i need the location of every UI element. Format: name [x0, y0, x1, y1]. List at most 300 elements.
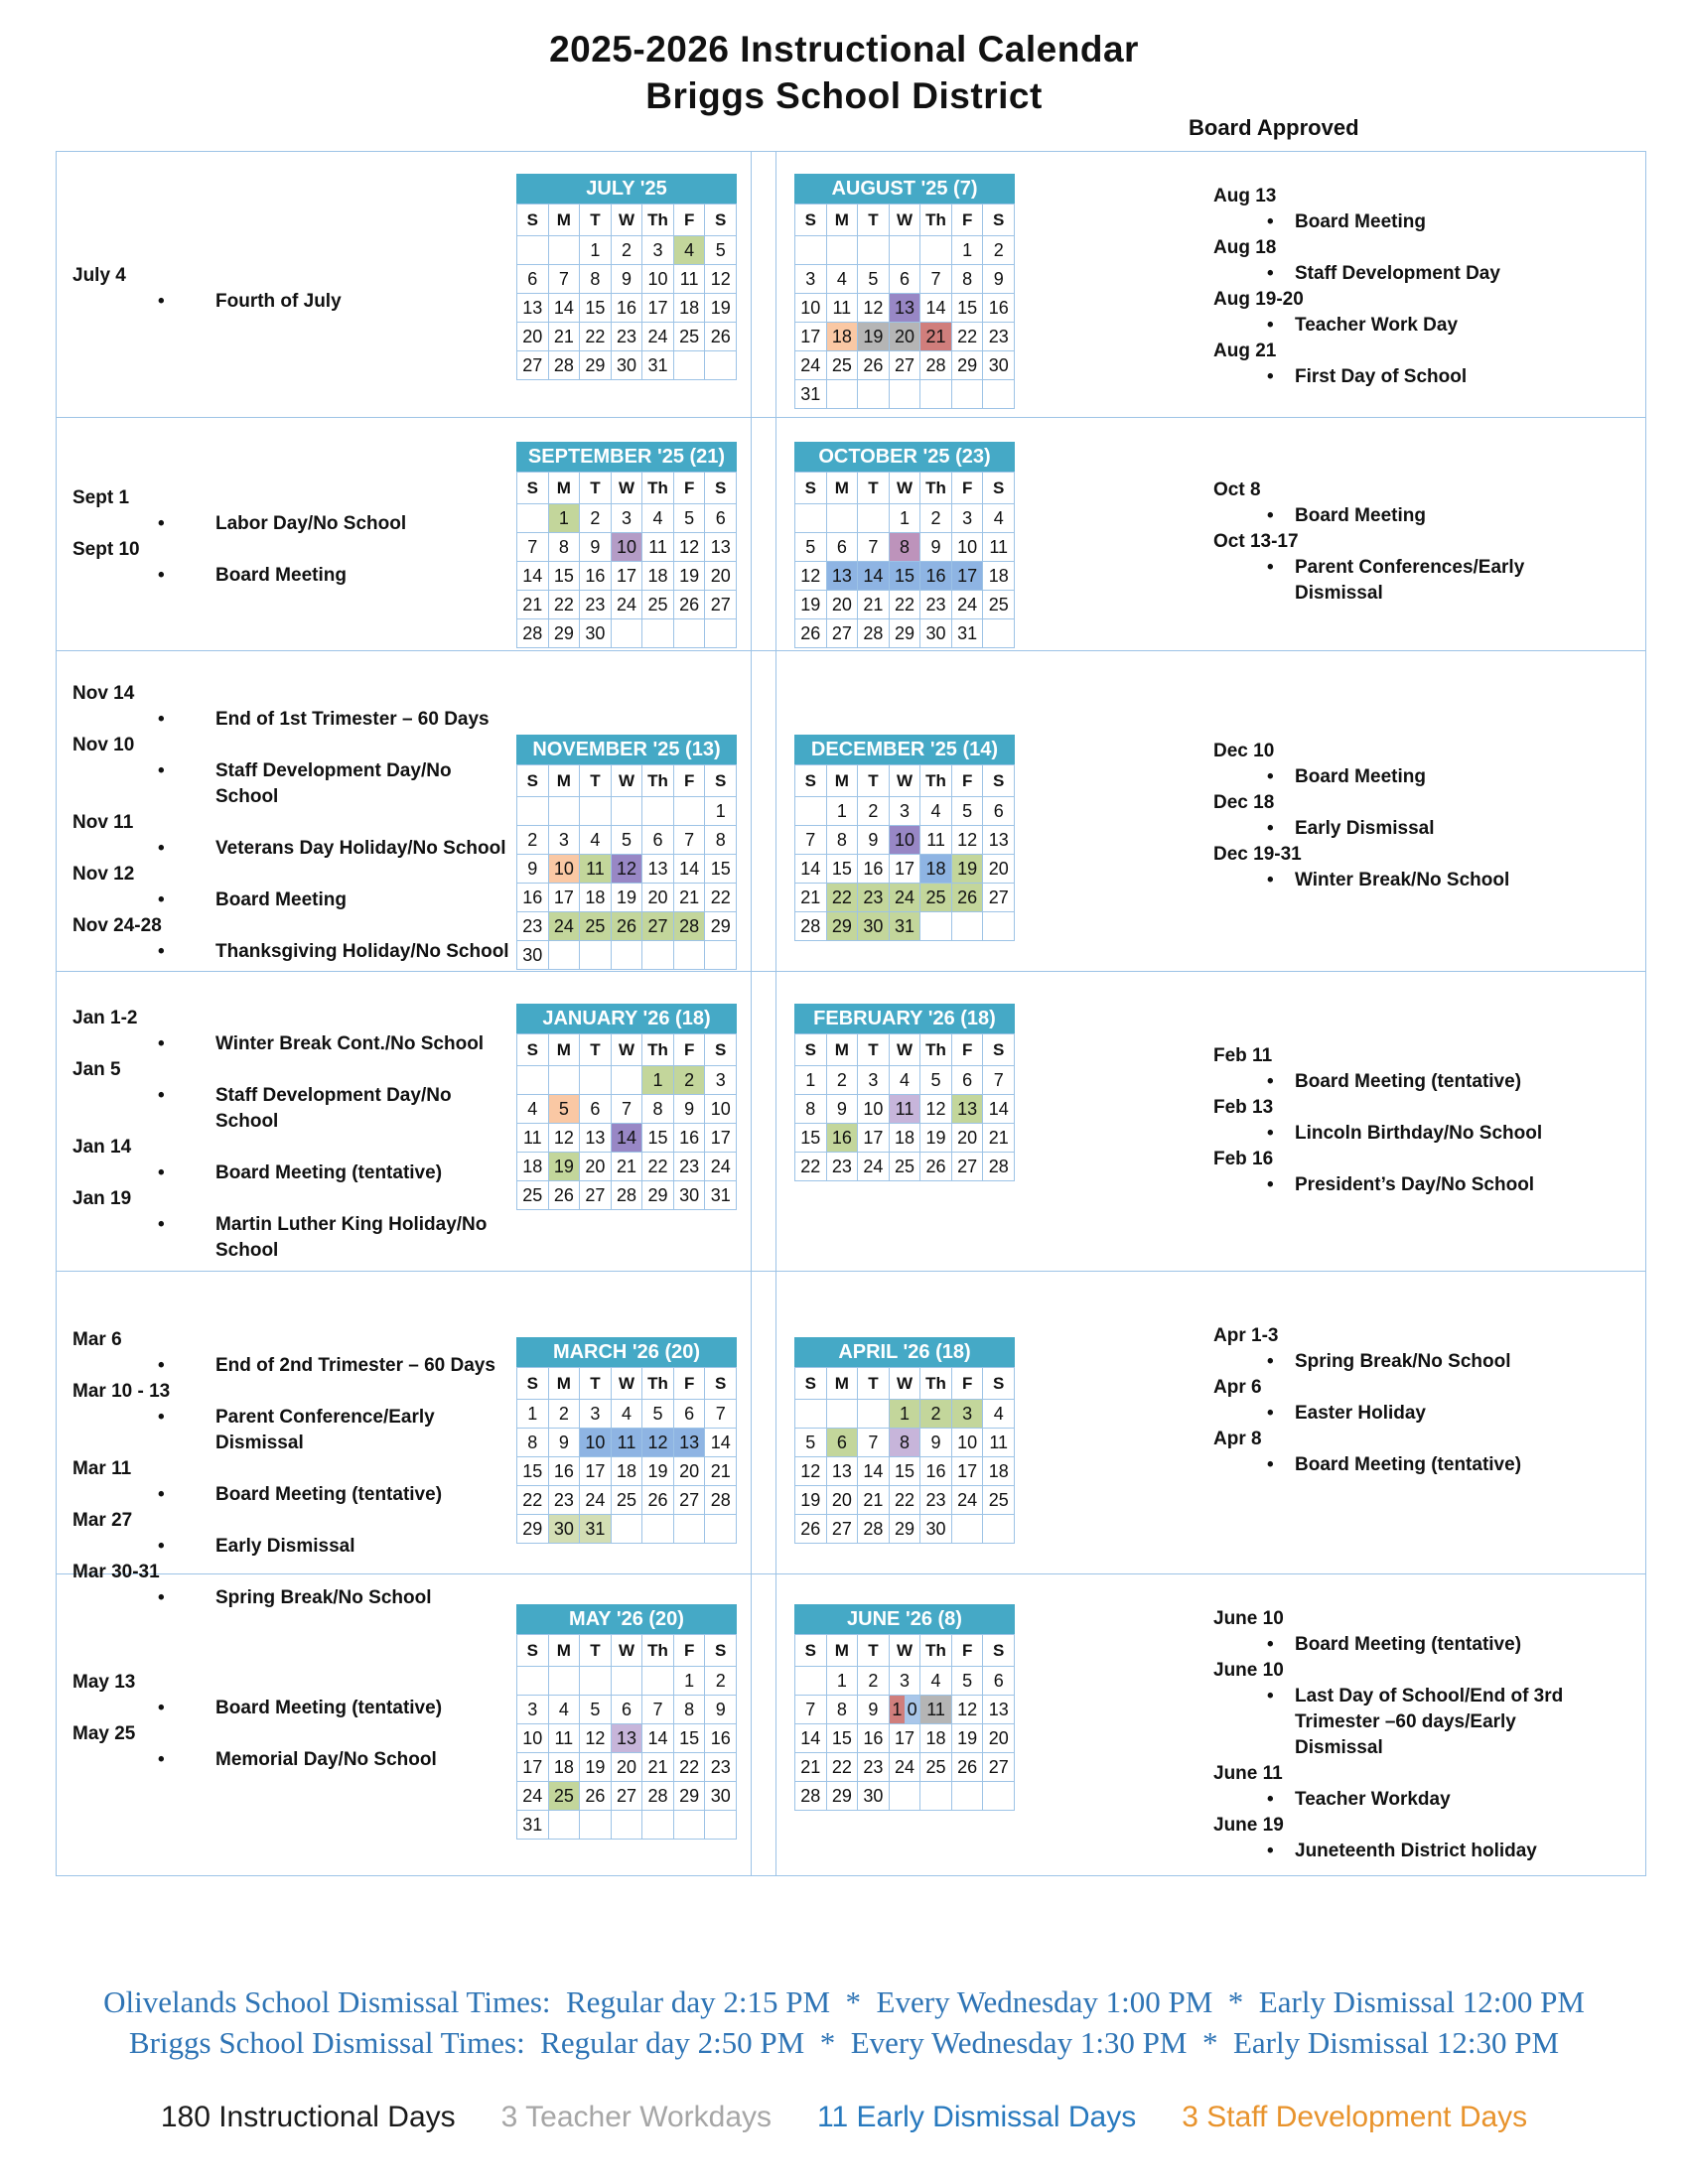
note-item-text: Board Meeting: [215, 565, 347, 586]
calendar-slot-january: [516, 972, 737, 1271]
day-cell: 23: [858, 1753, 890, 1782]
day-cell: 12: [795, 1457, 827, 1486]
right-half: [775, 418, 1645, 650]
day-cell: 14: [517, 562, 549, 591]
right-half: [775, 1272, 1645, 1573]
day-cell: 8: [705, 826, 737, 855]
day-cell: 22: [705, 884, 737, 912]
note-item-text: Staff Development Day: [1295, 263, 1500, 284]
weekday-cell: S: [517, 205, 549, 236]
day-cell: 23: [920, 1486, 952, 1515]
day-cell: 22: [642, 1153, 674, 1181]
day-cell: 22: [580, 323, 612, 351]
note-entry: [1213, 1095, 1645, 1147]
note-date-label: Apr 8: [1213, 1429, 1262, 1449]
day-cell: 21: [795, 1753, 827, 1782]
day-cell: 28: [642, 1782, 674, 1811]
day-cell: 29: [890, 619, 921, 648]
day-cell: 28: [674, 912, 706, 941]
empty-day-cell: [983, 1782, 1015, 1811]
calendar-slot-july: [516, 152, 737, 417]
month-grid: [516, 1367, 737, 1544]
day-cell: 8: [642, 1095, 674, 1124]
bullet-icon: •: [158, 565, 165, 586]
calendar-slot-october: [794, 418, 1015, 650]
day-cell: 22: [795, 1153, 827, 1181]
day-cell: 5: [612, 826, 643, 855]
weekday-cell: S: [705, 1635, 737, 1667]
note-item-text: Winter Break Cont./No School: [215, 1033, 485, 1054]
bullet-icon: •: [1267, 366, 1274, 387]
note-entry: [72, 681, 516, 733]
day-cell: 28: [858, 1515, 890, 1544]
day-cell: 24: [795, 351, 827, 380]
day-cell: 10: [795, 294, 827, 323]
month-calendar: [516, 1337, 737, 1544]
note-item-text: Board Meeting (tentative): [1295, 1071, 1522, 1092]
day-cell: 14: [983, 1095, 1015, 1124]
note-item: [72, 1083, 516, 1135]
month-calendar: [794, 1337, 1015, 1544]
empty-day-cell: [674, 1515, 706, 1544]
day-cell: 11: [983, 1429, 1015, 1457]
empty-day-cell: [549, 1066, 581, 1095]
note-entry: [72, 1006, 516, 1057]
right-half: [775, 1574, 1645, 1875]
month-grid: [516, 1634, 737, 1840]
day-cell: 3: [549, 826, 581, 855]
weekday-cell: M: [549, 205, 581, 236]
day-cell: 5: [858, 265, 890, 294]
weekday-cell: F: [952, 205, 984, 236]
note-entry: [1213, 1606, 1645, 1658]
note-item-text: Easter Holiday: [1295, 1403, 1426, 1424]
day-cell: 31: [890, 912, 921, 941]
day-cell: 24: [890, 884, 921, 912]
day-cell: 1: [890, 504, 921, 533]
gap-column: [752, 972, 775, 1271]
bullet-icon: •: [158, 1162, 165, 1183]
day-cell: 30: [549, 1515, 581, 1544]
day-cell: 27: [983, 884, 1015, 912]
day-cell: 31: [795, 380, 827, 409]
day-cell: 10: [517, 1724, 549, 1753]
weekday-cell: F: [674, 1368, 706, 1400]
bullet-icon: •: [158, 1749, 165, 1770]
page-title: [0, 26, 1688, 119]
left-half: [57, 972, 752, 1271]
day-cell: 17: [890, 1724, 921, 1753]
day-cell: 1: [642, 1066, 674, 1095]
calendar-slot-september: [516, 418, 737, 650]
month-grid: [794, 204, 1015, 409]
day-cell: 24: [858, 1153, 890, 1181]
day-cell: 19: [920, 1124, 952, 1153]
note-entry: [72, 733, 516, 810]
weekday-cell: T: [580, 1635, 612, 1667]
day-cell: 13: [983, 1696, 1015, 1724]
empty-day-cell: [952, 380, 984, 409]
day-cell: 14: [674, 855, 706, 884]
day-cell: 22: [549, 591, 581, 619]
note-item: [1213, 364, 1645, 390]
weekday-cell: M: [549, 1635, 581, 1667]
weekday-cell: F: [952, 473, 984, 504]
day-cell: 29: [890, 1515, 921, 1544]
day-cell: 26: [920, 1153, 952, 1181]
note-date-label: July 4: [72, 265, 126, 286]
day-cell: 26: [642, 1486, 674, 1515]
day-cell: 2: [858, 797, 890, 826]
day-cell: 10: [612, 533, 643, 562]
bullet-icon: •: [1267, 315, 1274, 336]
day-cell: 6: [642, 826, 674, 855]
day-cell: 23: [580, 591, 612, 619]
day-cell: 18: [580, 884, 612, 912]
month-calendar: [794, 1004, 1015, 1181]
note-entry: [72, 1670, 516, 1721]
day-cell: 21: [920, 323, 952, 351]
month-title: MARCH '26 (20): [516, 1337, 737, 1367]
day-cell: 24: [642, 323, 674, 351]
calendar-slot-june: [794, 1574, 1015, 1875]
day-cell: 27: [674, 1486, 706, 1515]
empty-day-cell: [642, 941, 674, 970]
weekday-cell: S: [795, 1034, 827, 1066]
day-cell: 27: [705, 591, 737, 619]
day-cell: 10: [952, 1429, 984, 1457]
bullet-icon: •: [158, 1698, 165, 1718]
weekday-cell: S: [517, 765, 549, 797]
empty-day-cell: [580, 1811, 612, 1840]
note-item-text: Board Meeting: [1295, 211, 1426, 232]
day-cell: 23: [827, 1153, 859, 1181]
weekday-cell: S: [795, 1635, 827, 1667]
day-cell: 12: [549, 1124, 581, 1153]
note-entry: [72, 485, 516, 537]
day-cell: 9: [580, 533, 612, 562]
day-cell: 26: [674, 591, 706, 619]
day-cell: 31: [952, 619, 984, 648]
weekday-cell: M: [549, 1034, 581, 1066]
note-entry: [1213, 1043, 1645, 1095]
day-cell: 23: [983, 323, 1015, 351]
day-cell: 5: [920, 1066, 952, 1095]
day-cell: 13: [827, 1457, 859, 1486]
note-item: [1213, 1839, 1645, 1864]
calendar-row-mar-apr: [57, 1272, 1645, 1608]
weekday-cell: S: [983, 473, 1015, 504]
empty-day-cell: [983, 1515, 1015, 1544]
empty-day-cell: [920, 236, 952, 265]
day-cell: 15: [890, 1457, 921, 1486]
day-cell: 5: [674, 504, 706, 533]
day-cell: 3: [517, 1696, 549, 1724]
bullet-icon: •: [1267, 1841, 1274, 1861]
note-item-text: Board Meeting (tentative): [215, 1698, 443, 1718]
day-cell: 1: [827, 1667, 859, 1696]
note-entry: [72, 1379, 516, 1456]
weekday-cell: Th: [642, 473, 674, 504]
note-entry: [1213, 1427, 1645, 1478]
day-cell: 30: [858, 912, 890, 941]
day-cell: 5: [795, 1429, 827, 1457]
day-cell: 11: [827, 294, 859, 323]
empty-day-cell: [858, 504, 890, 533]
weekday-cell: S: [705, 765, 737, 797]
day-cell: 5: [580, 1696, 612, 1724]
calendar-row-sep-oct: [57, 418, 1645, 651]
note-item: [72, 1405, 516, 1456]
day-cell: 4: [517, 1095, 549, 1124]
day-cell: 13: [612, 1724, 643, 1753]
day-cell: 13: [952, 1095, 984, 1124]
note-date-label: Aug 21: [1213, 341, 1277, 361]
empty-day-cell: [517, 1066, 549, 1095]
empty-day-cell: [983, 619, 1015, 648]
weekday-cell: Th: [920, 1368, 952, 1400]
day-cell: 9: [858, 1696, 890, 1724]
day-cell: 19: [642, 1457, 674, 1486]
note-date-label: Dec 18: [1213, 792, 1275, 813]
note-item-text: Veterans Day Holiday/No School: [215, 838, 506, 859]
day-cell: 14: [795, 1724, 827, 1753]
day-cell: 26: [612, 912, 643, 941]
day-cell: 20: [642, 884, 674, 912]
day-cell: 21: [858, 1486, 890, 1515]
day-cell: 10: [858, 1095, 890, 1124]
day-cell: 16: [827, 1124, 859, 1153]
note-item: [72, 563, 516, 589]
day-cell: 12: [705, 265, 737, 294]
day-cell: 25: [920, 1753, 952, 1782]
note-item-text: Spring Break/No School: [215, 1587, 432, 1608]
day-cell: 4: [827, 265, 859, 294]
weekday-cell: W: [890, 1368, 921, 1400]
note-date-label: Nov 10: [72, 735, 135, 755]
day-cell: 19: [705, 294, 737, 323]
day-cell: 9: [983, 265, 1015, 294]
day-cell: 20: [983, 855, 1015, 884]
weekday-cell: T: [580, 765, 612, 797]
weekday-cell: Th: [920, 765, 952, 797]
month-title: SEPTEMBER '25 (21): [516, 442, 737, 472]
day-cell: 17: [642, 294, 674, 323]
day-cell: 28: [612, 1181, 643, 1210]
day-cell: 21: [642, 1753, 674, 1782]
month-calendar: [516, 1004, 737, 1210]
day-cell: 25: [517, 1181, 549, 1210]
day-cell: 24: [952, 1486, 984, 1515]
note-item: [1213, 1632, 1645, 1658]
day-cell: 25: [827, 351, 859, 380]
left-half: [57, 152, 752, 417]
day-cell: 14: [858, 562, 890, 591]
olivelands-dismissal-line: Olivelands School Dismissal Times: Regular day 2:15 PM * Every Wednesday 1:00 PM * Early Dismissal 12:00 PM: [103, 1984, 1585, 2019]
day-cell: 24: [890, 1753, 921, 1782]
note-entry: [1213, 1761, 1645, 1813]
month-calendar: [794, 735, 1015, 941]
month-title: APRIL '26 (18): [794, 1337, 1015, 1367]
weekday-cell: M: [549, 473, 581, 504]
empty-day-cell: [890, 1782, 921, 1811]
note-entry: [1213, 478, 1645, 529]
day-cell: 14: [858, 1457, 890, 1486]
day-cell: 30: [674, 1181, 706, 1210]
day-cell: 18: [674, 294, 706, 323]
day-cell: 22: [827, 884, 859, 912]
gap-column: [752, 651, 775, 971]
day-cell: 14: [920, 294, 952, 323]
note-date-label: Feb 16: [1213, 1149, 1274, 1169]
weekday-cell: W: [612, 473, 643, 504]
day-cell: 15: [890, 562, 921, 591]
day-cell: 6: [674, 1400, 706, 1429]
day-cell: 6: [580, 1095, 612, 1124]
day-cell: 30: [612, 351, 643, 380]
bullet-icon: •: [158, 1484, 165, 1505]
day-cell: 17: [612, 562, 643, 591]
note-entry: [72, 1327, 516, 1379]
weekday-cell: S: [705, 205, 737, 236]
empty-day-cell: [795, 1667, 827, 1696]
day-cell: 3: [952, 504, 984, 533]
month-title: JUNE '26 (8): [794, 1604, 1015, 1634]
empty-day-cell: [827, 1400, 859, 1429]
bullet-icon: •: [158, 760, 165, 781]
day-cell: 16: [920, 1457, 952, 1486]
day-cell: 25: [890, 1153, 921, 1181]
month-grid: [794, 1634, 1015, 1811]
bullet-icon: •: [1267, 211, 1274, 232]
count-item: 3 Teacher Workdays: [500, 2101, 773, 2133]
weekday-cell: T: [858, 205, 890, 236]
dismissal-times-block: [0, 1981, 1688, 2063]
day-cell: 12: [952, 1696, 984, 1724]
bullet-icon: •: [1267, 505, 1274, 526]
day-cell: 1: [952, 236, 984, 265]
day-cell: 25: [580, 912, 612, 941]
bullet-icon: •: [1267, 1403, 1274, 1424]
weekday-cell: W: [612, 1034, 643, 1066]
bullet-icon: •: [1267, 263, 1274, 284]
day-cell: 27: [612, 1782, 643, 1811]
note-date-label: Jan 19: [72, 1188, 132, 1209]
note-entry: [1213, 529, 1645, 607]
day-cell: 8: [827, 826, 859, 855]
note-item-text: Labor Day/No School: [215, 513, 407, 534]
calendar-row-jul-aug: [57, 152, 1645, 418]
weekday-cell: Th: [920, 1034, 952, 1066]
note-entry: [1213, 1813, 1645, 1864]
page-title-line2: Briggs School District: [645, 75, 1043, 116]
day-cell: 24: [952, 591, 984, 619]
gap-column: [752, 1272, 775, 1573]
day-cell: 26: [952, 1753, 984, 1782]
weekday-cell: T: [858, 1034, 890, 1066]
day-cell: 5: [642, 1400, 674, 1429]
note-date-label: Mar 6: [72, 1329, 122, 1350]
day-cell: 15: [517, 1457, 549, 1486]
day-cell: 31: [517, 1811, 549, 1840]
weekday-cell: W: [612, 765, 643, 797]
day-cell: 5: [705, 236, 737, 265]
note-entry: [1213, 739, 1645, 790]
note-entry: [72, 1135, 516, 1186]
empty-day-cell: [674, 619, 706, 648]
month-title: NOVEMBER '25 (13): [516, 735, 737, 764]
month-title: DECEMBER '25 (14): [794, 735, 1015, 764]
day-cell: 1: [549, 504, 581, 533]
bullet-icon: •: [1267, 1634, 1274, 1655]
day-cell: 17: [517, 1753, 549, 1782]
note-item: [72, 511, 516, 537]
empty-day-cell: [795, 504, 827, 533]
note-item: [1213, 816, 1645, 842]
month-grid: [794, 1367, 1015, 1544]
day-cell: 7: [674, 826, 706, 855]
day-cell: 15: [549, 562, 581, 591]
weekday-cell: M: [827, 205, 859, 236]
day-cell: 15: [952, 294, 984, 323]
note-item-text: Teacher Workday: [1295, 1789, 1451, 1810]
day-cell: 4: [612, 1400, 643, 1429]
day-cell: 31: [642, 351, 674, 380]
notes-june: [1015, 1574, 1645, 1875]
empty-day-cell: [795, 797, 827, 826]
note-item: [72, 1031, 516, 1057]
day-cell: 5: [952, 797, 984, 826]
bullet-icon: •: [1267, 766, 1274, 787]
empty-day-cell: [580, 1066, 612, 1095]
empty-day-cell: [952, 912, 984, 941]
day-cell: 10: [705, 1095, 737, 1124]
day-cell: 9: [549, 1429, 581, 1457]
empty-day-cell: [549, 1811, 581, 1840]
month-grid: [794, 1033, 1015, 1181]
note-entry: [72, 1456, 516, 1508]
day-cell: 7: [549, 265, 581, 294]
day-cell: 2: [827, 1066, 859, 1095]
day-cell: 26: [795, 619, 827, 648]
weekday-cell: F: [674, 473, 706, 504]
weekday-cell: S: [795, 205, 827, 236]
bullet-icon: •: [158, 291, 165, 312]
day-cell: 22: [890, 591, 921, 619]
day-cell: 22: [890, 1486, 921, 1515]
day-cell: 20: [705, 562, 737, 591]
empty-day-cell: [827, 504, 859, 533]
weekday-cell: Th: [642, 1034, 674, 1066]
day-cell: 27: [983, 1753, 1015, 1782]
note-entry: [1213, 287, 1645, 339]
day-cell: 6: [517, 265, 549, 294]
day-cell: 1: [517, 1400, 549, 1429]
day-cell: 20: [827, 591, 859, 619]
day-cell: 7: [705, 1400, 737, 1429]
empty-day-cell: [642, 1811, 674, 1840]
day-cell: 17: [952, 562, 984, 591]
day-cell: 13: [674, 1429, 706, 1457]
notes-february: [1015, 972, 1645, 1271]
empty-day-cell: [674, 941, 706, 970]
weekday-cell: W: [890, 205, 921, 236]
note-item: [1213, 1787, 1645, 1813]
bullet-icon: •: [1267, 1351, 1274, 1372]
note-item-text: Fourth of July: [215, 291, 342, 312]
day-cell: 29: [827, 1782, 859, 1811]
day-cell: 20: [612, 1753, 643, 1782]
